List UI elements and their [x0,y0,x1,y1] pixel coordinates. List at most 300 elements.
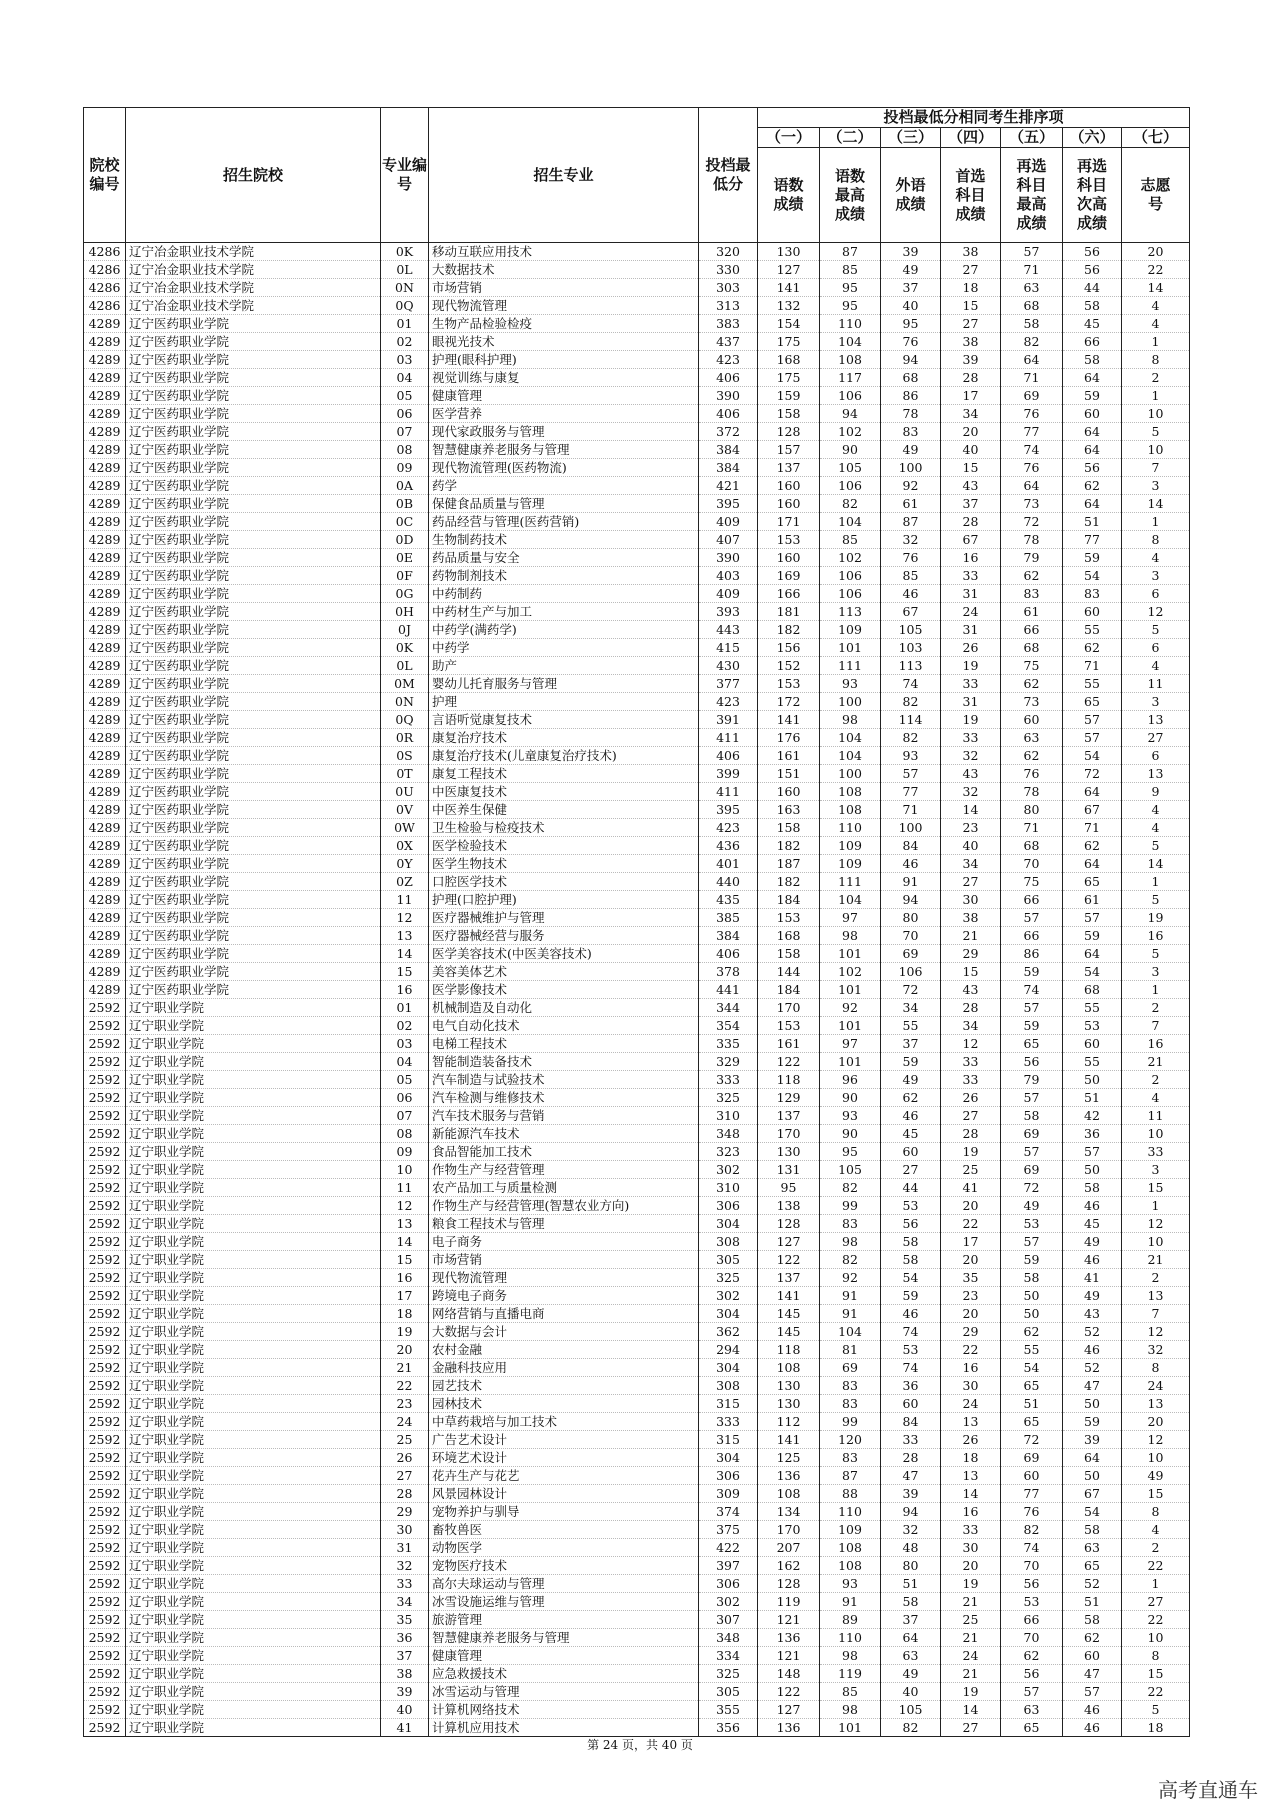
table-row [84,1053,1190,1071]
cell-second-subject-next-score: 61 [1063,891,1122,909]
cell-chinese-math-max-score: 85 [820,531,881,549]
cell-major-name: 花卉生产与花艺 [429,1467,699,1485]
table-row [84,441,1190,459]
cell-foreign-language-score: 37 [881,1611,941,1629]
cell-school-code: 2592 [84,1539,126,1557]
cell-school-code: 4286 [84,261,126,279]
cell-foreign-language-score: 82 [881,1719,941,1737]
cell-preference-number: 8 [1122,351,1190,369]
cell-foreign-language-score: 85 [881,567,941,585]
cell-chinese-math-score: 153 [758,675,820,693]
cell-chinese-math-score: 95 [758,1179,820,1197]
cell-major-name: 园林技术 [429,1395,699,1413]
cell-second-subject-next-score: 54 [1063,747,1122,765]
cell-major-code: 09 [381,459,429,477]
cell-major-name: 中药学(满药学) [429,621,699,639]
cell-chinese-math-score: 160 [758,783,820,801]
cell-foreign-language-score: 44 [881,1179,941,1197]
table-row [84,747,1190,765]
table-row [84,1035,1190,1053]
cell-school-code: 2592 [84,1719,126,1737]
cell-chinese-math-score: 152 [758,657,820,675]
cell-min-score: 313 [699,297,758,315]
cell-first-subject-score: 20 [941,1251,1001,1269]
cell-foreign-language-score: 82 [881,693,941,711]
cell-preference-number: 6 [1122,747,1190,765]
cell-foreign-language-score: 92 [881,477,941,495]
cell-chinese-math-score: 168 [758,351,820,369]
header-tie-label: 志愿号 [1122,148,1190,243]
cell-major-name: 言语听觉康复技术 [429,711,699,729]
table-row [84,1233,1190,1251]
header-tie-order: （三） [881,128,941,148]
cell-major-name: 网络营销与直播电商 [429,1305,699,1323]
cell-first-subject-score: 23 [941,819,1001,837]
cell-first-subject-score: 38 [941,909,1001,927]
cell-major-code: 34 [381,1593,429,1611]
cell-chinese-math-max-score: 105 [820,459,881,477]
cell-major-name: 康复工程技术 [429,765,699,783]
cell-second-subject-max-score: 71 [1001,369,1063,387]
cell-chinese-math-max-score: 101 [820,1719,881,1737]
cell-first-subject-score: 32 [941,783,1001,801]
cell-second-subject-next-score: 45 [1063,315,1122,333]
cell-chinese-math-max-score: 101 [820,639,881,657]
cell-second-subject-max-score: 56 [1001,1575,1063,1593]
table-row [84,603,1190,621]
cell-foreign-language-score: 57 [881,765,941,783]
cell-chinese-math-max-score: 104 [820,333,881,351]
cell-chinese-math-score: 158 [758,945,820,963]
cell-preference-number: 16 [1122,1035,1190,1053]
cell-major-name: 汽车检测与维修技术 [429,1089,699,1107]
table-row [84,297,1190,315]
cell-foreign-language-score: 34 [881,999,941,1017]
cell-school-code: 4289 [84,927,126,945]
cell-major-name: 中药制药 [429,585,699,603]
cell-first-subject-score: 24 [941,1395,1001,1413]
cell-second-subject-next-score: 55 [1063,675,1122,693]
cell-second-subject-next-score: 56 [1063,459,1122,477]
cell-foreign-language-score: 100 [881,819,941,837]
cell-school-code: 2592 [84,1449,126,1467]
cell-school-name: 辽宁职业学院 [126,1053,381,1071]
cell-chinese-math-max-score: 83 [820,1449,881,1467]
cell-school-name: 辽宁医药职业学院 [126,585,381,603]
cell-preference-number: 10 [1122,405,1190,423]
cell-major-name: 新能源汽车技术 [429,1125,699,1143]
cell-preference-number: 3 [1122,567,1190,585]
cell-major-name: 食品智能加工技术 [429,1143,699,1161]
cell-major-name: 护理(口腔护理) [429,891,699,909]
cell-school-code: 2592 [84,1629,126,1647]
cell-second-subject-max-score: 55 [1001,1341,1063,1359]
cell-school-code: 4286 [84,243,126,261]
cell-chinese-math-max-score: 87 [820,243,881,261]
cell-second-subject-max-score: 62 [1001,747,1063,765]
cell-min-score: 391 [699,711,758,729]
cell-foreign-language-score: 32 [881,531,941,549]
table-row [84,1341,1190,1359]
cell-foreign-language-score: 58 [881,1251,941,1269]
cell-min-score: 305 [699,1683,758,1701]
cell-second-subject-next-score: 51 [1063,1593,1122,1611]
cell-second-subject-max-score: 66 [1001,621,1063,639]
cell-foreign-language-score: 49 [881,1071,941,1089]
cell-chinese-math-score: 136 [758,1467,820,1485]
cell-min-score: 423 [699,819,758,837]
cell-min-score: 423 [699,351,758,369]
table-row [84,369,1190,387]
cell-school-code: 4289 [84,819,126,837]
header-tie-label: 语数最高成绩 [820,148,881,243]
cell-chinese-math-score: 148 [758,1665,820,1683]
cell-chinese-math-score: 176 [758,729,820,747]
cell-second-subject-max-score: 58 [1001,315,1063,333]
cell-first-subject-score: 20 [941,1197,1001,1215]
cell-foreign-language-score: 69 [881,945,941,963]
cell-second-subject-max-score: 62 [1001,1647,1063,1665]
cell-school-code: 2592 [84,1269,126,1287]
cell-school-name: 辽宁医药职业学院 [126,693,381,711]
cell-second-subject-next-score: 59 [1063,1413,1122,1431]
cell-chinese-math-max-score: 117 [820,369,881,387]
cell-chinese-math-score: 127 [758,1233,820,1251]
table-row [84,855,1190,873]
cell-foreign-language-score: 67 [881,603,941,621]
cell-chinese-math-max-score: 104 [820,729,881,747]
cell-foreign-language-score: 68 [881,369,941,387]
cell-second-subject-max-score: 70 [1001,855,1063,873]
cell-major-code: 0Q [381,711,429,729]
cell-min-score: 385 [699,909,758,927]
cell-first-subject-score: 37 [941,495,1001,513]
cell-chinese-math-max-score: 82 [820,1179,881,1197]
cell-school-code: 2592 [84,1035,126,1053]
cell-second-subject-next-score: 64 [1063,945,1122,963]
table-row [84,1449,1190,1467]
cell-second-subject-max-score: 71 [1001,261,1063,279]
cell-major-name: 生物制药技术 [429,531,699,549]
cell-major-code: 04 [381,369,429,387]
cell-major-code: 26 [381,1449,429,1467]
cell-school-code: 4289 [84,387,126,405]
cell-chinese-math-max-score: 93 [820,1575,881,1593]
cell-second-subject-next-score: 55 [1063,621,1122,639]
cell-school-code: 2592 [84,1017,126,1035]
cell-second-subject-max-score: 83 [1001,585,1063,603]
cell-school-name: 辽宁职业学院 [126,1107,381,1125]
cell-school-code: 4289 [84,315,126,333]
cell-major-name: 计算机网络技术 [429,1701,699,1719]
cell-preference-number: 4 [1122,315,1190,333]
table-row [84,1521,1190,1539]
cell-major-code: 07 [381,423,429,441]
cell-preference-number: 16 [1122,927,1190,945]
cell-min-score: 436 [699,837,758,855]
cell-major-code: 29 [381,1503,429,1521]
cell-school-name: 辽宁职业学院 [126,1557,381,1575]
cell-major-name: 粮食工程技术与管理 [429,1215,699,1233]
cell-foreign-language-score: 40 [881,1683,941,1701]
cell-foreign-language-score: 105 [881,1701,941,1719]
cell-foreign-language-score: 53 [881,1341,941,1359]
cell-second-subject-max-score: 70 [1001,1629,1063,1647]
table-row [84,1017,1190,1035]
cell-first-subject-score: 18 [941,1449,1001,1467]
cell-preference-number: 8 [1122,531,1190,549]
cell-min-score: 390 [699,387,758,405]
cell-school-name: 辽宁职业学院 [126,1665,381,1683]
cell-second-subject-max-score: 59 [1001,1251,1063,1269]
cell-second-subject-next-score: 58 [1063,297,1122,315]
cell-foreign-language-score: 49 [881,261,941,279]
cell-chinese-math-score: 161 [758,747,820,765]
cell-min-score: 390 [699,549,758,567]
cell-first-subject-score: 34 [941,855,1001,873]
cell-school-name: 辽宁医药职业学院 [126,441,381,459]
cell-major-code: 06 [381,1089,429,1107]
cell-second-subject-next-score: 45 [1063,1215,1122,1233]
cell-preference-number: 14 [1122,495,1190,513]
cell-second-subject-next-score: 52 [1063,1575,1122,1593]
cell-first-subject-score: 21 [941,927,1001,945]
cell-first-subject-score: 31 [941,621,1001,639]
cell-min-score: 415 [699,639,758,657]
cell-major-code: 35 [381,1611,429,1629]
cell-min-score: 411 [699,783,758,801]
cell-major-code: 23 [381,1395,429,1413]
table-row [84,1071,1190,1089]
cell-min-score: 406 [699,369,758,387]
cell-school-name: 辽宁职业学院 [126,1701,381,1719]
table-body [84,243,1190,1737]
cell-major-code: 25 [381,1431,429,1449]
cell-min-score: 395 [699,495,758,513]
cell-chinese-math-max-score: 109 [820,837,881,855]
cell-second-subject-next-score: 62 [1063,1629,1122,1647]
table-header [84,108,1190,243]
cell-second-subject-max-score: 70 [1001,1557,1063,1575]
cell-chinese-math-max-score: 110 [820,819,881,837]
cell-preference-number: 1 [1122,873,1190,891]
cell-chinese-math-score: 156 [758,639,820,657]
cell-first-subject-score: 38 [941,243,1001,261]
cell-first-subject-score: 13 [941,1413,1001,1431]
cell-second-subject-next-score: 54 [1063,1503,1122,1521]
cell-major-name: 智能制造装备技术 [429,1053,699,1071]
cell-school-name: 辽宁职业学院 [126,1143,381,1161]
cell-major-name: 金融科技应用 [429,1359,699,1377]
cell-second-subject-max-score: 65 [1001,1413,1063,1431]
cell-school-name: 辽宁冶金职业技术学院 [126,297,381,315]
cell-second-subject-next-score: 59 [1063,387,1122,405]
cell-major-name: 中药学 [429,639,699,657]
cell-min-score: 383 [699,315,758,333]
cell-chinese-math-score: 187 [758,855,820,873]
cell-foreign-language-score: 113 [881,657,941,675]
cell-second-subject-max-score: 72 [1001,513,1063,531]
cell-major-code: 0W [381,819,429,837]
cell-min-score: 307 [699,1611,758,1629]
cell-preference-number: 4 [1122,657,1190,675]
cell-major-name: 保健食品质量与管理 [429,495,699,513]
cell-second-subject-next-score: 59 [1063,549,1122,567]
cell-foreign-language-score: 80 [881,1557,941,1575]
cell-preference-number: 11 [1122,1107,1190,1125]
cell-school-name: 辽宁职业学院 [126,1215,381,1233]
cell-chinese-math-max-score: 82 [820,1251,881,1269]
cell-major-code: 0G [381,585,429,603]
cell-second-subject-next-score: 56 [1063,243,1122,261]
cell-first-subject-score: 14 [941,1485,1001,1503]
cell-major-code: 20 [381,1341,429,1359]
cell-min-score: 302 [699,1287,758,1305]
cell-second-subject-max-score: 68 [1001,297,1063,315]
cell-second-subject-max-score: 50 [1001,1287,1063,1305]
cell-preference-number: 1 [1122,333,1190,351]
cell-min-score: 315 [699,1431,758,1449]
cell-major-name: 移动互联应用技术 [429,243,699,261]
cell-preference-number: 18 [1122,1719,1190,1737]
cell-preference-number: 13 [1122,765,1190,783]
cell-second-subject-next-score: 58 [1063,1179,1122,1197]
cell-second-subject-next-score: 65 [1063,1557,1122,1575]
table-row [84,333,1190,351]
cell-major-name: 口腔医学技术 [429,873,699,891]
cell-first-subject-score: 15 [941,459,1001,477]
cell-foreign-language-score: 32 [881,1521,941,1539]
cell-chinese-math-max-score: 83 [820,1395,881,1413]
cell-major-name: 健康管理 [429,1647,699,1665]
cell-school-name: 辽宁医药职业学院 [126,711,381,729]
cell-second-subject-max-score: 57 [1001,1089,1063,1107]
cell-school-code: 4289 [84,963,126,981]
cell-major-code: 0A [381,477,429,495]
cell-chinese-math-score: 182 [758,873,820,891]
cell-school-code: 4289 [84,333,126,351]
cell-second-subject-next-score: 41 [1063,1269,1122,1287]
cell-school-code: 2592 [84,1179,126,1197]
cell-school-code: 4289 [84,531,126,549]
cell-chinese-math-max-score: 97 [820,1035,881,1053]
page-number: 第 24 页，共 40 页 [587,1738,693,1752]
cell-first-subject-score: 22 [941,1215,1001,1233]
cell-first-subject-score: 22 [941,1341,1001,1359]
cell-major-name: 智慧健康养老服务与管理 [429,441,699,459]
table-row [84,495,1190,513]
cell-second-subject-max-score: 57 [1001,243,1063,261]
table-row [84,1503,1190,1521]
cell-major-name: 智慧健康养老服务与管理 [429,1629,699,1647]
cell-major-code: 13 [381,1215,429,1233]
cell-foreign-language-score: 49 [881,1665,941,1683]
cell-major-name: 大数据技术 [429,261,699,279]
cell-first-subject-score: 29 [941,1323,1001,1341]
table-row [84,279,1190,297]
cell-first-subject-score: 33 [941,675,1001,693]
table-row [84,261,1190,279]
cell-major-name: 康复治疗技术 [429,729,699,747]
cell-school-name: 辽宁医药职业学院 [126,603,381,621]
cell-school-code: 4289 [84,729,126,747]
cell-chinese-math-max-score: 108 [820,783,881,801]
cell-first-subject-score: 24 [941,1647,1001,1665]
cell-preference-number: 4 [1122,1089,1190,1107]
cell-chinese-math-score: 130 [758,1377,820,1395]
cell-first-subject-score: 12 [941,1035,1001,1053]
cell-foreign-language-score: 84 [881,837,941,855]
cell-chinese-math-score: 137 [758,459,820,477]
cell-first-subject-score: 43 [941,981,1001,999]
cell-min-score: 374 [699,1503,758,1521]
cell-foreign-language-score: 28 [881,1449,941,1467]
cell-school-name: 辽宁职业学院 [126,1233,381,1251]
cell-chinese-math-score: 153 [758,909,820,927]
cell-chinese-math-score: 137 [758,1107,820,1125]
cell-chinese-math-score: 122 [758,1053,820,1071]
cell-chinese-math-max-score: 85 [820,261,881,279]
cell-major-code: 0J [381,621,429,639]
cell-school-code: 2592 [84,1575,126,1593]
cell-second-subject-max-score: 62 [1001,567,1063,585]
cell-chinese-math-max-score: 104 [820,747,881,765]
cell-chinese-math-max-score: 95 [820,1143,881,1161]
table-row [84,621,1190,639]
cell-major-name: 电子商务 [429,1233,699,1251]
cell-school-code: 4289 [84,495,126,513]
cell-chinese-math-max-score: 69 [820,1359,881,1377]
header-major-code: 专业编号 [381,108,429,243]
table-row [84,459,1190,477]
cell-chinese-math-score: 153 [758,531,820,549]
cell-major-name: 风景园林设计 [429,1485,699,1503]
cell-major-code: 08 [381,1125,429,1143]
cell-second-subject-next-score: 55 [1063,1053,1122,1071]
cell-foreign-language-score: 58 [881,1233,941,1251]
header-tie-label: 外语成绩 [881,148,941,243]
cell-second-subject-next-score: 46 [1063,1701,1122,1719]
cell-chinese-math-score: 170 [758,1125,820,1143]
header-tie-order: （七） [1122,128,1190,148]
cell-school-code: 2592 [84,1305,126,1323]
cell-major-code: 0T [381,765,429,783]
cell-chinese-math-score: 182 [758,837,820,855]
cell-school-code: 2592 [84,1143,126,1161]
cell-school-code: 4289 [84,639,126,657]
cell-school-name: 辽宁职业学院 [126,1305,381,1323]
cell-major-code: 16 [381,1269,429,1287]
cell-school-name: 辽宁职业学院 [126,1287,381,1305]
cell-major-code: 0C [381,513,429,531]
cell-second-subject-max-score: 77 [1001,1485,1063,1503]
cell-major-name: 动物医学 [429,1539,699,1557]
cell-foreign-language-score: 46 [881,1305,941,1323]
cell-second-subject-next-score: 60 [1063,405,1122,423]
table-row [84,387,1190,405]
cell-major-code: 0U [381,783,429,801]
cell-school-code: 4289 [84,747,126,765]
cell-major-code: 39 [381,1683,429,1701]
cell-school-code: 4286 [84,279,126,297]
cell-school-name: 辽宁医药职业学院 [126,801,381,819]
cell-first-subject-score: 20 [941,1557,1001,1575]
cell-min-score: 356 [699,1719,758,1737]
table-row [84,585,1190,603]
cell-chinese-math-max-score: 108 [820,351,881,369]
cell-school-name: 辽宁医药职业学院 [126,909,381,927]
cell-min-score: 294 [699,1341,758,1359]
